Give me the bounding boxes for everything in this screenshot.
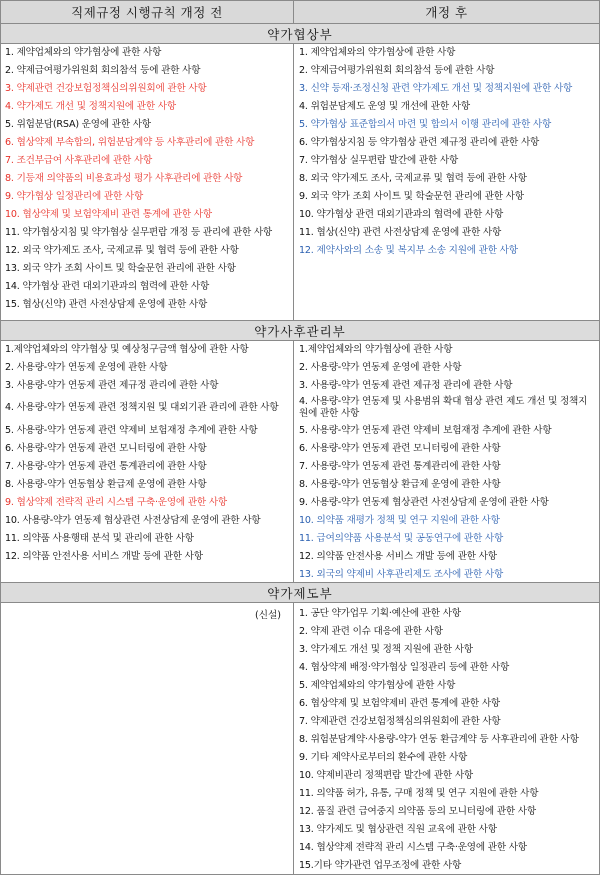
- list-item: 2. 약제급여평가위원회 회의참석 등에 관한 사항: [5, 65, 201, 76]
- list-item: 10. 약가협상 관련 대외기관과의 협력에 관한 사항: [299, 209, 504, 220]
- list-item: 11. 의약품 허가, 유통, 구매 정책 및 연구 지원에 관한 사항: [299, 788, 539, 799]
- list-item: 7. 약가협상 실무편람 발간에 관한 사항: [299, 155, 459, 166]
- list-item: 8. 외국 약가제도 조사, 국제교류 및 협력 등에 관한 사항: [299, 173, 527, 184]
- list-item: 15.기타 약가관련 업무조정에 관한 사항: [299, 860, 462, 871]
- list-item: 12. 의약품 안전사용 서비스 개발 등에 관한 사항: [299, 551, 497, 562]
- before-header: 직제규정 시행규칙 개정 전: [1, 1, 294, 23]
- list-item: 9. 기타 제약사로부터의 환수에 관한 사항: [299, 752, 468, 763]
- list-item: 5. 사용량-약가 연동제 관련 약제비 보험재정 추계에 관한 사항: [299, 425, 552, 436]
- list-item: 10. 협상약제 및 보험약제비 관련 통계에 관한 사항: [5, 209, 212, 220]
- list-item: 4. 위험분담제도 운영 및 개선에 관한 사항: [299, 101, 470, 112]
- list-item: 2. 사용량-약가 연동제 운영에 관한 사항: [5, 362, 168, 373]
- list-item: 5. 제약업체와의 약가협상에 관한 사항: [299, 680, 456, 691]
- list-item: 8. 사용량-약가 연동협상 환급제 운영에 관한 사항: [299, 479, 501, 490]
- list-item: 14. 협상약제 전략적 관리 시스템 구축·운영에 관한 사항: [299, 842, 527, 853]
- list-item: 10. 사용량-약가 연동제 협상관련 사전상담제 운영에 관한 사항: [5, 515, 261, 526]
- list-item: 3. 신약 등재·조정신청 관련 약가제도 개선 및 정책지원에 관한 사항: [299, 83, 573, 94]
- list-item: 15. 협상(신약) 관련 사전상담제 운영에 관한 사항: [5, 299, 208, 310]
- list-item: 1. 제약업체와의 약가협상에 관한 사항: [5, 47, 162, 58]
- list-item: 11. 협상(신약) 관련 사전상담제 운영에 관한 사항: [299, 227, 502, 238]
- list-item: 12. 의약품 안전사용 서비스 개발 등에 관한 사항: [5, 551, 203, 562]
- list-item: 9. 협상약제 전략적 관리 시스템 구축·운영에 관한 사항: [5, 497, 227, 508]
- list-item: 11. 의약품 사용행태 분석 및 관리에 관한 사항: [5, 533, 194, 544]
- list-item: 3. 사용량-약가 연동제 관련 제규정 관리에 관한 사항: [299, 380, 513, 391]
- list-item: 12. 외국 약가제도 조사, 국제교류 및 협력 등에 관한 사항: [5, 245, 239, 256]
- column-divider: [293, 44, 294, 320]
- new-department-note: (신설): [255, 610, 282, 621]
- list-item: 13. 약가제도 및 협상관련 직원 교육에 관한 사항: [299, 824, 497, 835]
- list-item: 1. 공단 약가업무 기획·예산에 관한 사항: [299, 608, 461, 619]
- list-item: 6. 사용량-약가 연동제 관련 모니터링에 관한 사항: [5, 443, 207, 454]
- list-item: 1. 제약업체와의 약가협상에 관한 사항: [299, 47, 456, 58]
- list-item: 2. 사용량-약가 연동제 운영에 관한 사항: [299, 362, 462, 373]
- list-item: 11. 약가협상지침 및 약가협상 실무편람 개정 등 관리에 관한 사항: [5, 227, 272, 238]
- list-item: 6. 약가협상지침 등 약가협상 관련 제규정 관리에 관한 사항: [299, 137, 540, 148]
- list-item: 3. 약가제도 개선 및 정책 지원에 관한 사항: [299, 644, 473, 655]
- list-item: 9. 외국 약가 조회 사이트 및 학술문헌 관리에 관한 사항: [299, 191, 524, 202]
- list-item: 10. 의약품 재평가 정책 및 연구 지원에 관한 사항: [299, 515, 500, 526]
- list-item: 4. 사용량-약가 연동제 관련 정책지원 및 대외기관 관리에 관한 사항: [5, 402, 279, 413]
- list-item: 1.제약업체와의 약가협상 및 예상청구금액 협상에 관한 사항: [5, 344, 249, 355]
- list-item: 1.제약업체와의 약가협상에 관한 사항: [299, 344, 453, 355]
- list-item: 8. 기등재 의약품의 비용효과성 평가 사후관리에 관한 사항: [5, 173, 243, 184]
- list-item: 8. 위험분담계약·사용량-약가 연동 환급계약 등 사후관리에 관한 사항: [299, 734, 579, 745]
- list-item: 9. 사용량-약가 연동제 협상관련 사전상담제 운영에 관한 사항: [299, 497, 549, 508]
- list-item: 7. 조건부급여 사후관리에 관한 사항: [5, 155, 153, 166]
- list-item: 9. 약가협상 일정관리에 관한 사항: [5, 191, 144, 202]
- list-item: 14. 약가협상 관련 대외기관과의 협력에 관한 사항: [5, 281, 210, 292]
- list-item: 4. 약가제도 개선 및 정책지원에 관한 사항: [5, 101, 176, 112]
- list-item: 7. 사용량-약가 연동제 관련 통계관리에 관한 사항: [299, 461, 501, 472]
- list-item: 12. 제약사와의 소송 및 복지부 소송 지원에 관한 사항: [299, 245, 518, 256]
- table-header: [1, 1, 599, 24]
- list-item: 3. 사용량-약가 연동제 관련 제규정 관리에 관한 사항: [5, 380, 219, 391]
- list-item: 13. 외국 약가 조회 사이트 및 학술문헌 관리에 관한 사항: [5, 263, 236, 274]
- column-divider: [293, 341, 294, 582]
- list-item: 6. 사용량-약가 연동제 관련 모니터링에 관한 사항: [299, 443, 501, 454]
- list-item: 4. 협상약제 배정·약가협상 일정관리 등에 관한 사항: [299, 662, 510, 673]
- list-item: 5. 사용량-약가 연동제 관련 약제비 보험재정 추계에 관한 사항: [5, 425, 258, 436]
- list-item: 5. 위험분담(RSA) 운영에 관한 사항: [5, 119, 151, 130]
- list-item: 5. 약가협상 표준합의서 마련 및 합의서 이행 관리에 관한 사항: [299, 119, 552, 130]
- after-header: 개정 후: [425, 5, 468, 20]
- list-item: 6. 협상약제 부속합의, 위험분담계약 등 사후관리에 관한 사항: [5, 137, 255, 148]
- list-item: 8. 사용량-약가 연동협상 환급제 운영에 관한 사항: [5, 479, 207, 490]
- section-title-negotiation: 약가협상부: [1, 23, 599, 44]
- list-item: 11. 급여의약품 사용분석 및 공동연구에 관한 사항: [299, 533, 504, 544]
- column-divider: [293, 603, 294, 874]
- list-item: 7. 약제관련 건강보험정책심의위원회에 관한 사항: [299, 716, 501, 727]
- list-item: 6. 협상약제 및 보험약제비 관련 통계에 관한 사항: [299, 698, 500, 709]
- section-title-post-management: 약가사후관리부: [1, 320, 599, 341]
- list-item: 2. 약제 관련 이슈 대응에 관한 사항: [299, 626, 443, 637]
- list-item: 12. 품질 관련 급여중지 의약품 등의 모니터링에 관한 사항: [299, 806, 536, 817]
- list-item: 10. 약제비관리 정책편람 발간에 관한 사항: [299, 770, 473, 781]
- list-item: 7. 사용량-약가 연동제 관련 통계관리에 관한 사항: [5, 461, 207, 472]
- list-item: 4. 사용량-약가 연동제 및 사용범위 확대 협상 관련 제도 개선 및 정책지원에 관한 사항: [299, 396, 588, 419]
- list-item: 3. 약제관련 건강보험정책심의위원회에 관한 사항: [5, 83, 207, 94]
- section-title-pricing-system: 약가제도부: [1, 582, 599, 603]
- list-item: 13. 외국의 약제비 사후관리제도 조사에 관한 사항: [299, 569, 504, 580]
- list-item: 2. 약제급여평가위원회 회의참석 등에 관한 사항: [299, 65, 495, 76]
